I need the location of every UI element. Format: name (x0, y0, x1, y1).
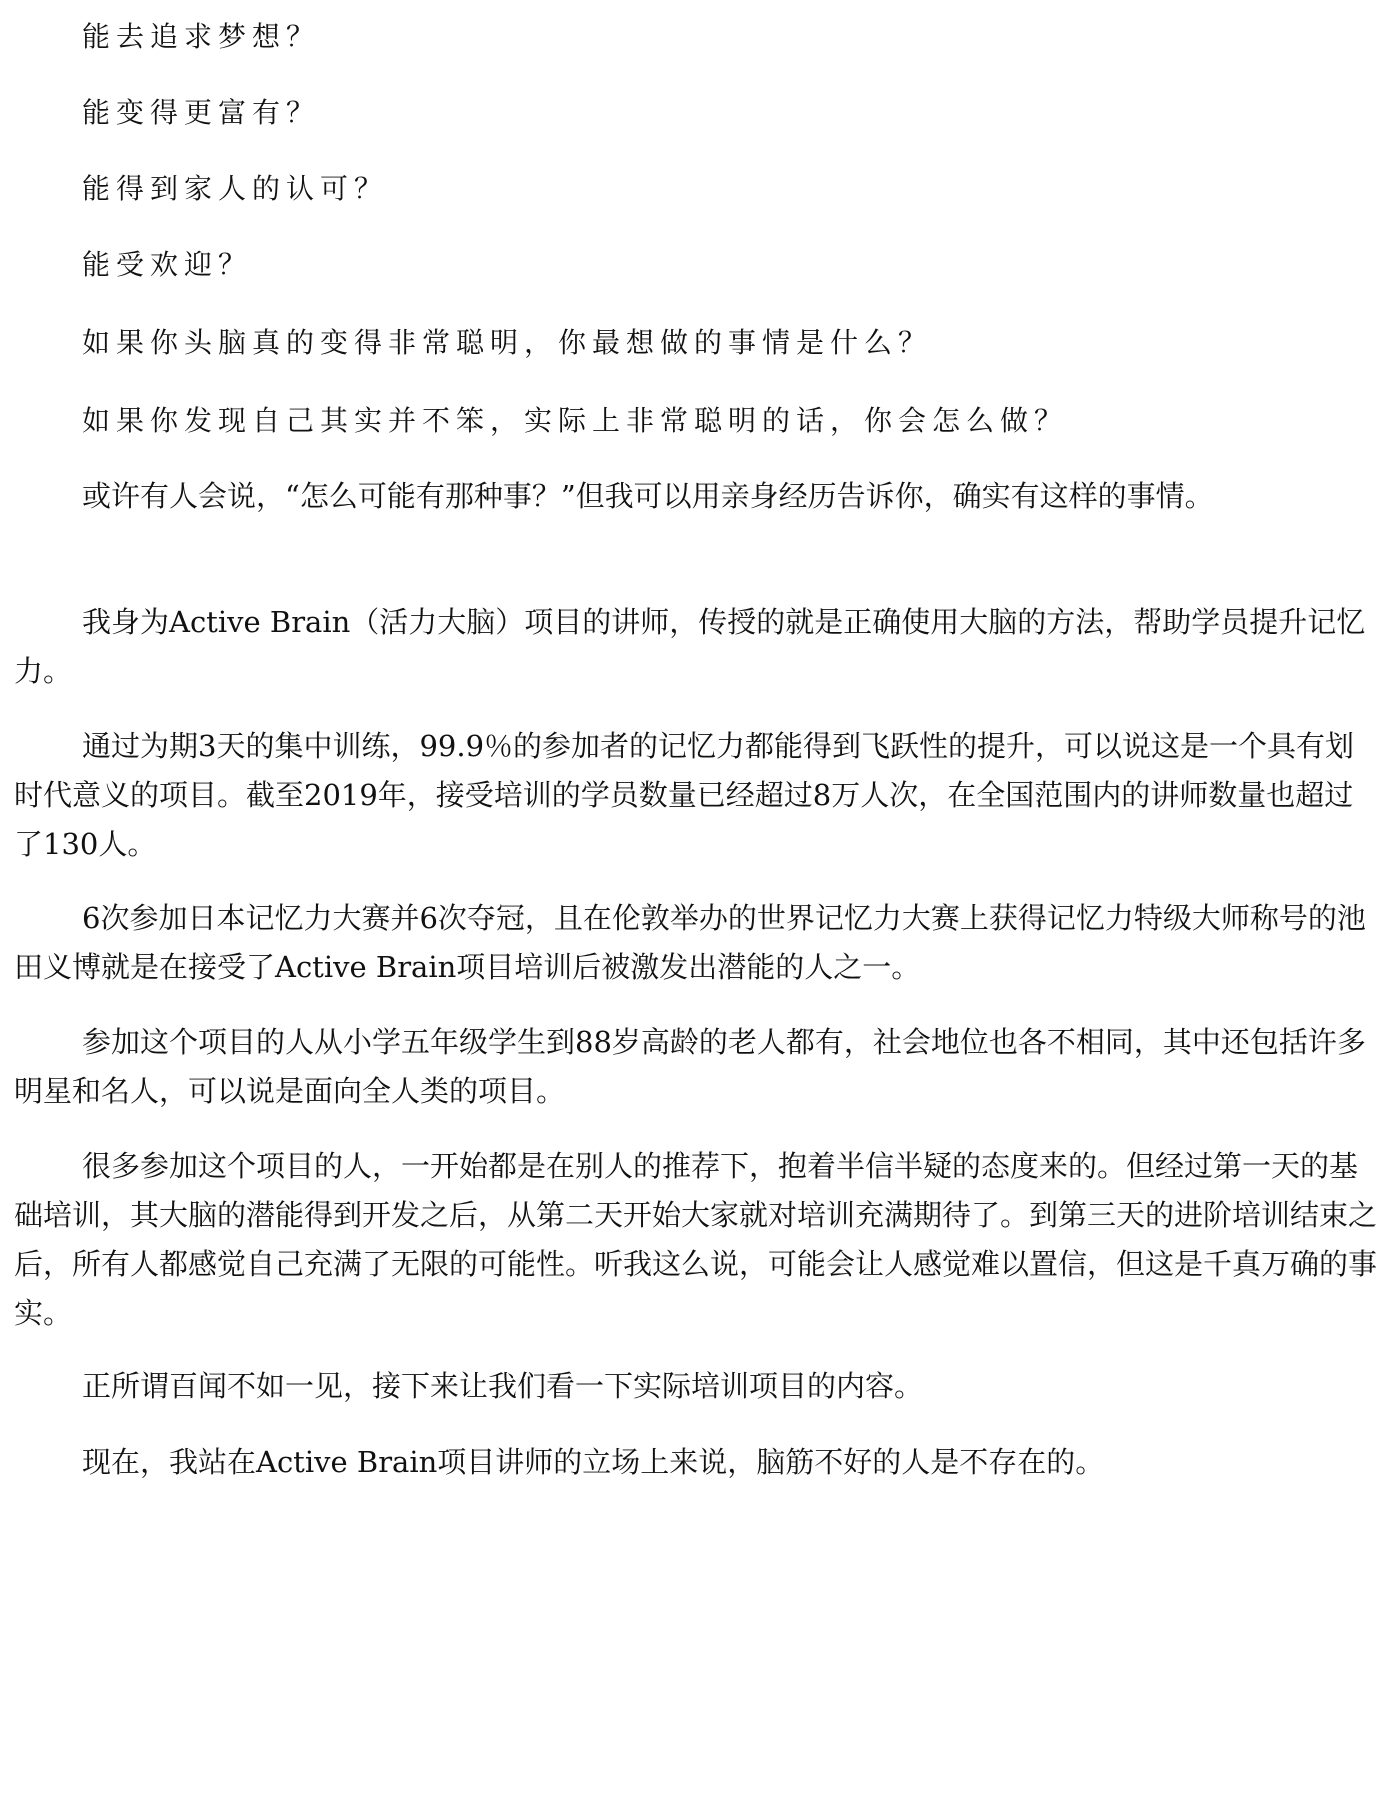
paragraph-training-results: 通过为期3天的集中训练，99.9％的参加者的记忆力都能得到飞跃性的提升，可以说这是一个具有划时代意义的项目。截至2019年，接受培训的学员数量已经超过8万人次，在全国范围内的讲师数量也超过了130人。 (14, 729, 1355, 861)
paragraph-see-for-yourself: 正所谓百闻不如一见，接下来让我们看一下实际培训项目的内容。 (82, 1369, 924, 1403)
paragraph-instructor-intro: 我身为Active Brain（活力大脑）项目的讲师，传授的就是正确使用大脑的方法，帮助学员提升记忆力。 (14, 605, 1366, 688)
paragraph-question-smart: 如果你头脑真的变得非常聪明，你最想做的事情是什么？ (82, 326, 933, 359)
paragraph-no-bad-brains: 现在，我站在Active Brain项目讲师的立场上来说，脑筋不好的人是不存在的。 (82, 1445, 1105, 1479)
paragraph-training-process: 很多参加这个项目的人，一开始都是在别人的推荐下，抱着半信半疑的态度来的。但经过第一天的基础培训，其大脑的潜能得到开发之后，从第二天开始大家就对培训充满期待了。到第三天的进阶培训结束之后，所有人都感觉自己充满了无限的可能性。听我这么说，可能会让人感觉难以置信，但这是千真万确的事实。 (14, 1149, 1378, 1330)
paragraph-question-popular: 能受欢迎？ (82, 248, 253, 281)
paragraph-question-dream: 能去追求梦想？ (82, 20, 321, 53)
paragraph-skeptic: 或许有人会说，“怎么可能有那种事？”但我可以用亲身经历告诉你，确实有这样的事情。 (82, 479, 1214, 513)
paragraph-champion-example: 6次参加日本记忆力大赛并6次夺冠，且在伦敦举办的世界记忆力大赛上获得记忆力特级大师称号的池田义博就是在接受了Active Brain项目培训后被激发出潜能的人之一。 (14, 901, 1366, 984)
paragraph-question-not-stupid: 如果你发现自己其实并不笨，实际上非常聪明的话，你会怎么做？ (82, 404, 1069, 437)
paragraph-question-rich: 能变得更富有？ (82, 96, 321, 129)
paragraph-participants: 参加这个项目的人从小学五年级学生到88岁高龄的老人都有，社会地位也各不相同，其中还包括许多明星和名人，可以说是面向全人类的项目。 (14, 1025, 1366, 1108)
paragraph-question-family: 能得到家人的认可？ (82, 172, 389, 205)
